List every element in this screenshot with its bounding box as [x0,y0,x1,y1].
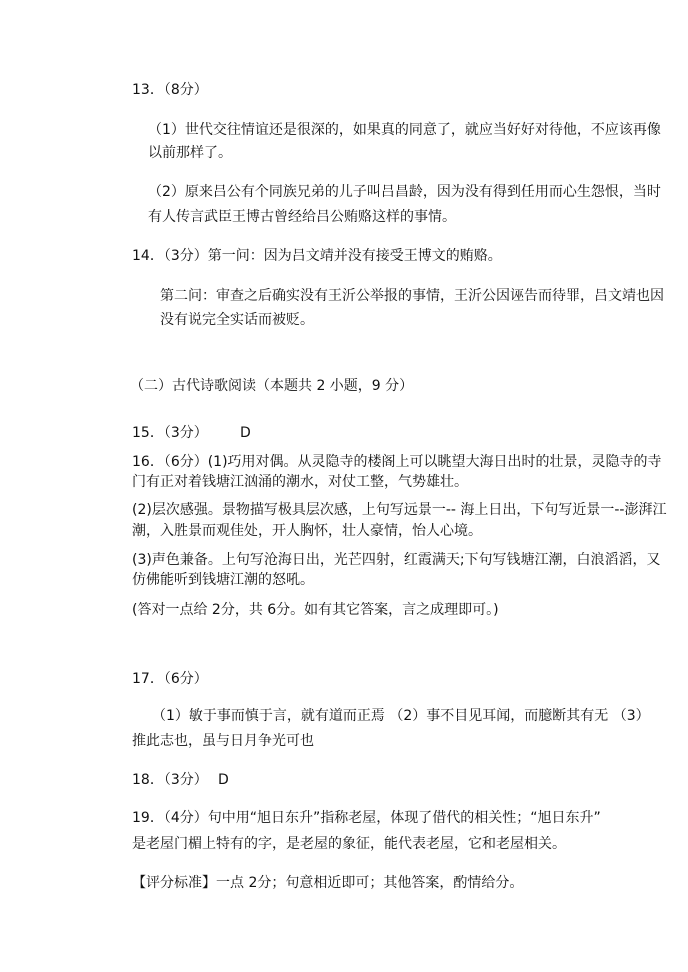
q16-scoring-note: (答对一点给 2分，共 6分。如有其它答案，言之成理即可。) [132,602,499,618]
q16-point-2-line-2: 潮，入胜景而观佳处，开人胸怀，壮人豪情，怡人心境。 [132,523,482,539]
q14-answer-part-2-line-2: 没有说完全实话而被贬。 [160,312,314,328]
q17-answer-line-2: 推此志也，虽与日月争光可也 [132,733,314,749]
q13-answer-2-line-1: （2）原来吕公有个同族兄弟的儿子叫吕昌龄，因为没有得到任用而心生怨恨，当时 [148,184,661,200]
q16-point-2-line-1: (2)层次感强。景物描写极具层次感，上句写远景一-- 海上日出，下句写近景一--澎湃江 [132,502,667,518]
q14-answer-part-1: 14．（3分）第一问：因为吕文靖并没有接受王博文的贿赂。 [132,248,502,264]
q16-point-3-line-2: 仿佛能听到钱塘江潮的怒吼。 [132,572,314,588]
q16-point-1-line-1: 16．（6分）(1)巧用对偶。从灵隐寺的楼阁上可以眺望大海日出时的壮景，灵隐寺的寺 [132,454,662,470]
q15-answer: D [240,425,251,441]
q13-heading: 13．（8分） [132,82,208,98]
q13-answer-1-line-2: 以前那样了。 [148,145,232,161]
q16-point-1-line-2: 门有正对着钱塘江汹涌的潮水，对仗工整，气势雄壮。 [132,474,468,490]
scoring-standard: 【评分标准】一点 2分；句意相近即可；其他答案，酌情给分。 [132,875,524,891]
q17-answer-line-1: （1）敏于事而慎于言，就有道而正焉 （2）事不目见耳闻，而臆断其有无 （3） [152,708,650,724]
q19-answer-line-1: 19．（4分）句中用“旭日东升”指称老屋，体现了借代的相关性；“旭日东升” [132,810,601,826]
q13-answer-1-line-1: （1）世代交往情谊还是很深的，如果真的同意了，就应当好好对待他，不应该再像 [148,122,661,138]
q16-point-3-line-1: (3)声色兼备。上句写沧海日出，光芒四射，红霞满天;下句写钱塘江潮，白浪滔滔，又 [132,552,661,568]
q13-answer-2-line-2: 有人传言武臣王博古曾经给吕公贿赂这样的事情。 [148,209,456,225]
section-2-heading: （二）古代诗歌阅读（本题共 2 小题，9 分） [130,378,414,394]
q14-answer-part-2-line-1: 第二问：审查之后确实没有王沂公举报的事情，王沂公因诬告而待罪，吕文靖也因 [160,288,664,304]
q18-heading: 18．（3分） [132,772,208,788]
q19-answer-line-2: 是老屋门楣上特有的字，是老屋的象征，能代表老屋，它和老屋相关。 [132,836,566,852]
q17-heading: 17．（6分） [132,671,208,687]
q15-heading: 15．（3分） [132,425,208,441]
q18-answer: D [218,772,229,788]
